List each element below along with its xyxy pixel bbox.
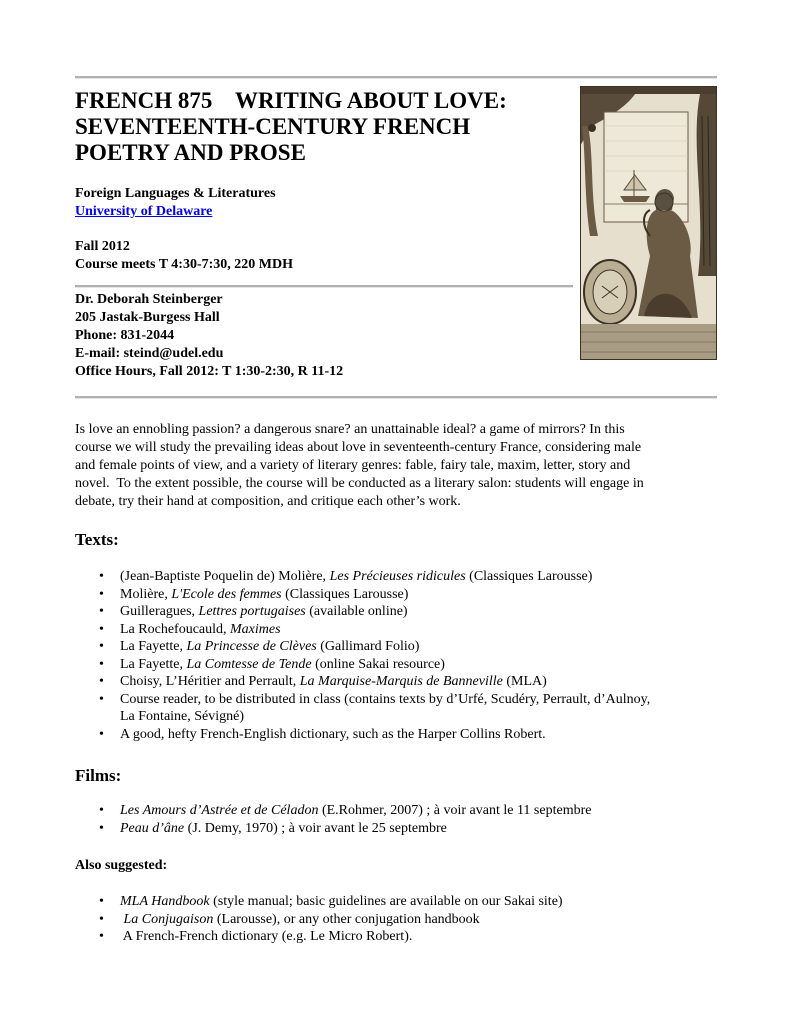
contact-divider (75, 285, 573, 288)
films-heading: Films: (75, 766, 122, 785)
description-line: and female points of view, and a variety of literary genres: fable, fairy tale, maxim, letter, story and (75, 458, 631, 473)
description-line: novel. To the extent possible, the course will be conducted as a literary salon: students will engage in (75, 476, 644, 491)
course-title-line: POETRY AND PROSE (75, 140, 306, 165)
description-line: Is love an ennobling passion? a dangerous snare? an unattainable ideal? a game of mirrors? In this (75, 422, 625, 437)
list-item: • Peau d’âne (J. Demy, 1970) ; à voir avant le 25 septembre (75, 820, 725, 838)
department-name: Foreign Languages & Literatures (75, 186, 276, 201)
description-line: course we will study the prevailing ideas about love in seventeenth-century France, considering male (75, 440, 642, 455)
term-block (75, 238, 293, 274)
office-location: 205 Jastak-Burgess Hall (75, 310, 220, 325)
instructor-name: Dr. Deborah Steinberger (75, 292, 223, 307)
list-item: • La Fayette, La Princesse de Clèves (Gallimard Folio) (75, 638, 725, 656)
list-item: • Choisy, L’Héritier and Perrault, La Marquise-Marquis de Banneville (MLA) (75, 673, 725, 691)
header-divider (75, 396, 717, 399)
also-suggested-heading: Also suggested: (75, 858, 168, 873)
department-block (75, 185, 276, 221)
texts-heading: Texts: (75, 530, 119, 549)
list-item: • Guilleragues, Lettres portugaises (available online) (75, 603, 725, 621)
list-item: • La Conjugaison (Larousse), or any other conjugation handbook (75, 911, 725, 929)
top-divider (75, 76, 717, 79)
list-item: • (Jean-Baptiste Poquelin de) Molière, Les Précieuses ridicules (Classiques Larousse) (75, 568, 725, 586)
course-title-line: FRENCH 875 WRITING ABOUT LOVE: (75, 88, 507, 113)
office-hours: Office Hours, Fall 2012: T 1:30-2:30, R 11-12 (75, 364, 344, 379)
course-title (75, 88, 575, 166)
list-item: • Molière, L'Ecole des femmes (Classiques Larousse) (75, 586, 725, 604)
list-item: • La Fayette, La Comtesse de Tende (online Sakai resource) (75, 656, 725, 674)
phone-number: Phone: 831-2044 (75, 328, 175, 343)
engraving-illustration (580, 86, 717, 360)
films-list (75, 802, 725, 837)
course-description (75, 421, 720, 511)
description-line: debate, try their hand at composition, and critique each other’s work. (75, 494, 461, 509)
university-link[interactable]: University of Delaware (75, 204, 213, 219)
list-item: • A French-French dictionary (e.g. Le Micro Robert). (75, 928, 725, 946)
list-item: • A good, hefty French-English dictionary, such as the Harper Collins Robert. (75, 726, 725, 744)
list-item: • MLA Handbook (style manual; basic guidelines are available on our Sakai site) (75, 893, 725, 911)
instructor-contact (75, 291, 343, 381)
texts-list (75, 568, 725, 743)
list-item: • Les Amours d’Astrée et de Céladon (E.Rohmer, 2007) ; à voir avant le 11 septembre (75, 802, 725, 820)
list-item: • La Rochefoucauld, Maximes (75, 621, 725, 639)
also-suggested-list (75, 893, 725, 946)
term-label: Fall 2012 (75, 239, 130, 254)
list-item: • Course reader, to be distributed in class (contains texts by d’Urfé, Scudéry, Perrault, d’Aulnoy, La Fontaine, Sévigné) (75, 691, 725, 726)
course-title-line: SEVENTEENTH-CENTURY FRENCH (75, 114, 471, 139)
meeting-time: Course meets T 4:30-7:30, 220 MDH (75, 257, 294, 272)
email-address: E-mail: steind@udel.edu (75, 346, 224, 361)
